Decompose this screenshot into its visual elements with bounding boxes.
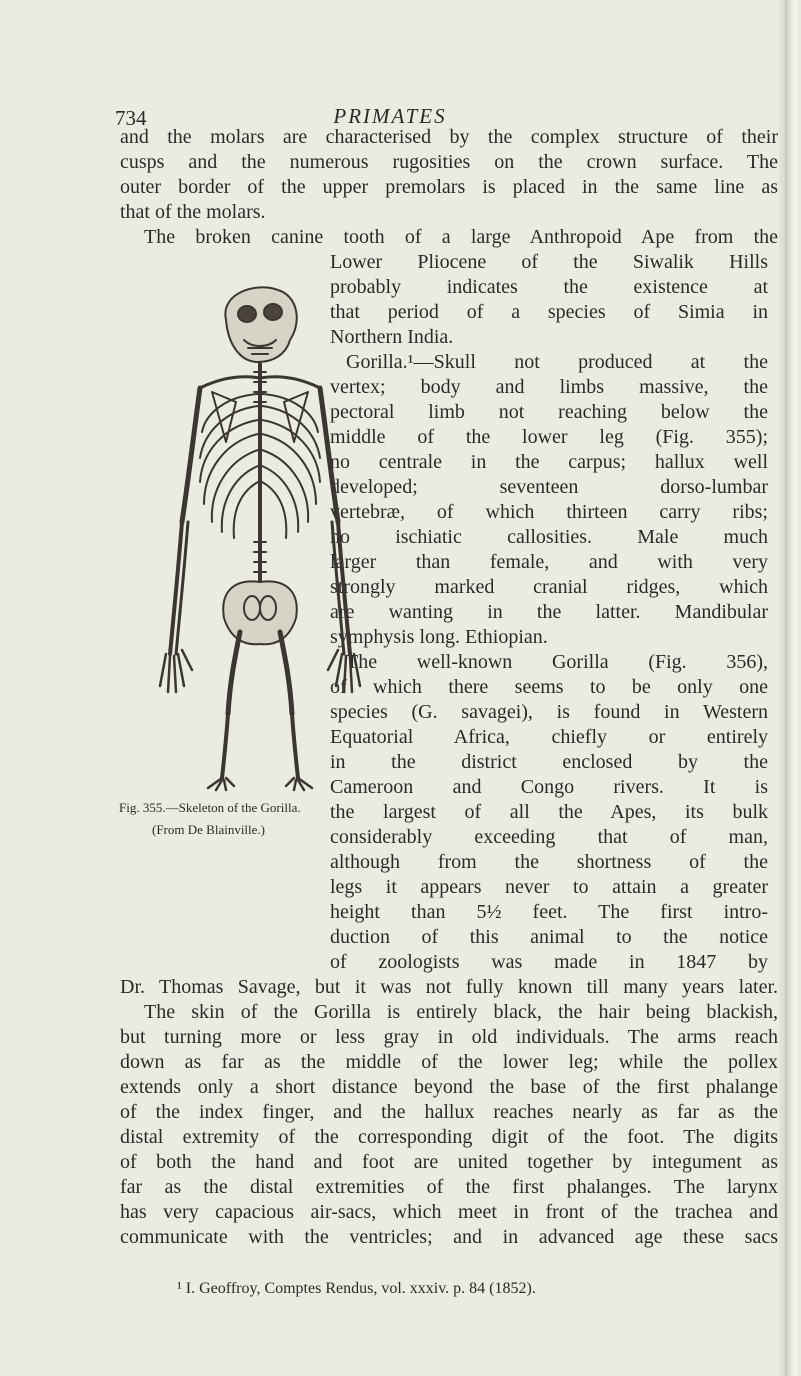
text-line: Equatorial Africa, chiefly or entirely [330,726,768,748]
text-line: symphysis long. Ethiopian. [330,626,548,648]
text-line: strongly marked cranial ridges, which [330,576,768,598]
text-line: developed; seventeen dorso-lumbar [330,476,768,498]
text-line: vertex; body and limbs massive, the [330,376,768,398]
text-line: the largest of all the Apes, its bulk [330,801,768,823]
running-head: PRIMATES [333,104,447,128]
text-line: The skin of the Gorilla is entirely black, the hair being blackish, [144,1001,778,1023]
text-line: but turning more or less gray in old individuals. The arms reach [120,1026,778,1048]
text-line: Lower Pliocene of the Siwalik Hills [330,251,768,273]
text-line: pectoral limb not reaching below the [330,401,768,423]
text-line: The broken canine tooth of a large Anthropoid Ape from the [144,226,778,248]
text-line: extends only a short distance beyond the base of the first phalange [120,1076,778,1098]
text-line: in the district enclosed by the [330,751,768,773]
text-line: height than 5½ feet. The first intro- [330,901,768,923]
text-line: legs it appears never to attain a greater [330,876,768,898]
text-line: cusps and the numerous rugosities on the crown surface. The [120,151,778,173]
text-line: no ischiatic callosities. Male much [330,526,768,548]
text-line: of zoologists was made in 1847 by [330,951,768,973]
text-line: of both the hand and foot are united together by integument as [120,1151,778,1173]
figure-caption-source: (From De Blainville.) [152,822,266,837]
text-line: no centrale in the carpus; hallux well [330,451,768,473]
text-line: although from the shortness of the [330,851,768,873]
text-line: Dr. Thomas Savage, but it was not fully known till many years later. [120,976,778,998]
page-number: 734 [115,106,147,130]
text-line: are wanting in the latter. Mandibular [330,601,768,623]
text-line: duction of this animal to the notice [330,926,768,948]
text-line: probably indicates the existence at [330,276,768,298]
text-line: far as the distal extremities of the first phalanges. The larynx [120,1176,778,1198]
text-line: of which there seems to be only one [330,676,768,698]
text-line: vertebræ, of which thirteen carry ribs; [330,501,768,523]
skeleton-figure [140,282,380,792]
text-line: outer border of the upper premolars is placed in the same line as [120,176,778,198]
text-line: species (G. savagei), is found in Western [330,701,768,723]
page-edge [779,0,801,1376]
text-line: larger than female, and with very [330,551,768,573]
text-line: has very capacious air-sacs, which meet in front of the trachea and [120,1201,778,1223]
text-line: distal extremity of the corresponding digit of the foot. The digits [120,1126,778,1148]
text-line: middle of the lower leg (Fig. 355); [330,426,768,448]
text-line: The well-known Gorilla (Fig. 356), [346,651,768,673]
text-line: considerably exceeding that of man, [330,826,768,848]
text-line: and the molars are characterised by the complex structure of their [120,126,778,148]
text-line: Northern India. [330,326,454,348]
text-line: of the index finger, and the hallux reaches nearly as far as the [120,1101,778,1123]
text-line: communicate with the ventricles; and in advanced age these sacs [120,1226,778,1248]
text-line: that of the molars. [120,201,266,223]
footnote: ¹ I. Geoffroy, Comptes Rendus, vol. xxxiv. p. 84 (1852). [177,1280,536,1297]
text-line: Gorilla.¹—Skull not produced at the [346,351,768,373]
text-line: Cameroon and Congo rivers. It is [330,776,768,798]
text-line: down as far as the middle of the lower leg; while the pollex [120,1051,778,1073]
figure-caption-title: Fig. 355.—Skeleton of the Gorilla. [119,800,301,815]
text-line: that period of a species of Simia in [330,301,768,323]
